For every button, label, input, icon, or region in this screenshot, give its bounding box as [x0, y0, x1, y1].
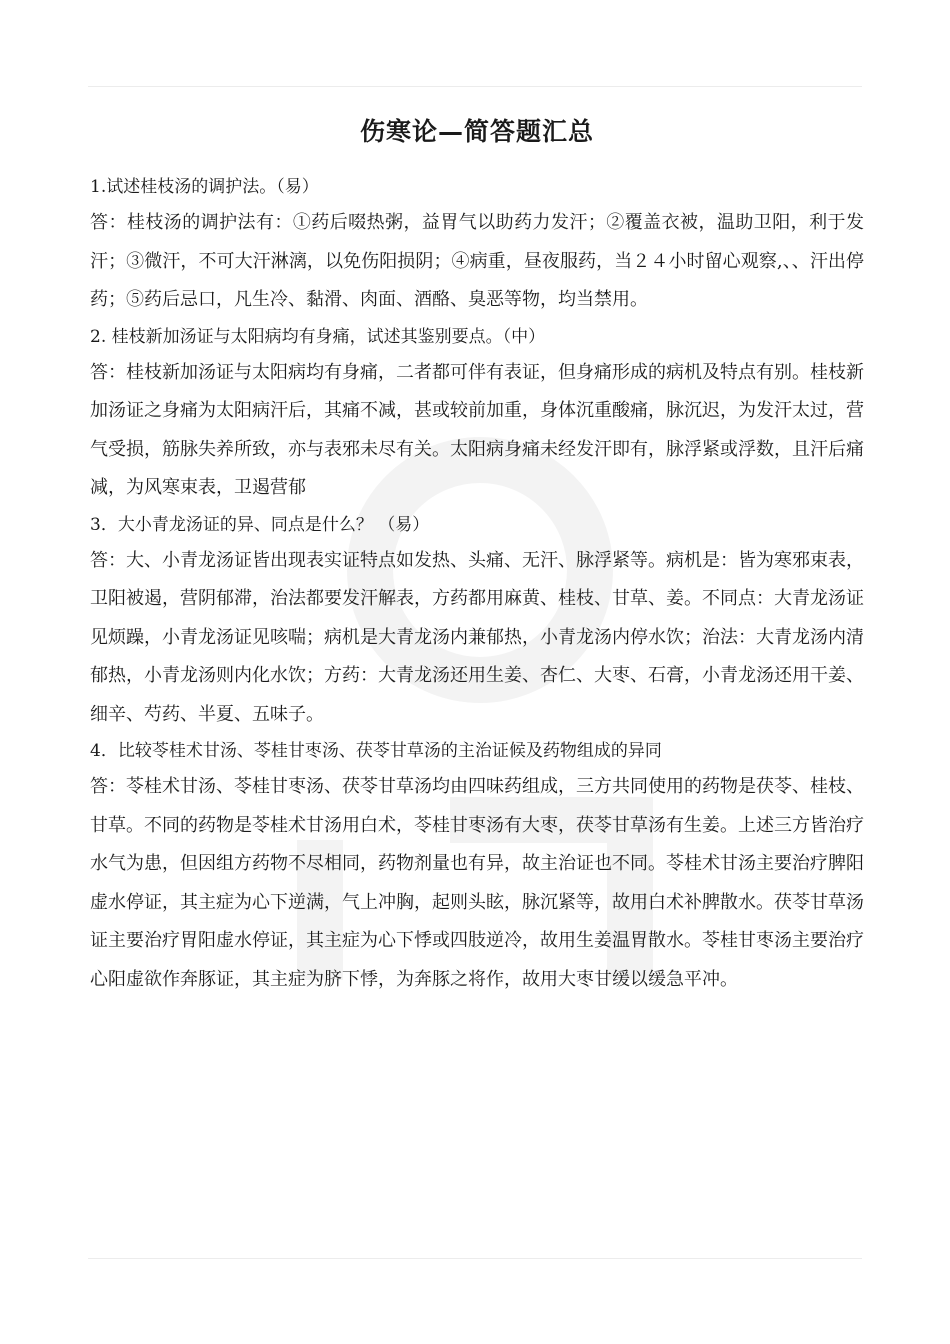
question-4: 4．比较苓桂术甘汤、苓桂甘枣汤、茯苓甘草汤的主治证候及药物组成的异同: [90, 741, 662, 761]
document-body: [90, 112, 864, 999]
question-3: 3．大小青龙汤证的异、同点是什么？ （易）: [90, 514, 430, 535]
page-title: 伤寒论—简答题汇总: [359, 117, 594, 146]
bottom-divider: [88, 1258, 862, 1259]
answer-2: 答：桂枝新加汤证与太阳病均有身痛，二者都可伴有表证，但身痛形成的病机及特点有别。桂枝新加汤证之身痛为太阳病汗后，其痛不减，甚或较前加重，身体沉重酸痛，脉沉迟，为发汗太过，营气受损，筋脉失养所致，亦与表邪未尽有关。太阳病身痛未经发汗即有，脉浮紧或浮数，且汗后痛减，为风寒束表，卫遏营郁: [90, 361, 864, 498]
question-2: 2. 桂枝新加汤证与太阳病均有身痛，试述其鉴别要点。（中）: [90, 326, 546, 347]
answer-4: 答：苓桂术甘汤、苓桂甘枣汤、茯苓甘草汤均由四味药组成，三方共同使用的药物是茯苓、桂枝、甘草。不同的药物是苓桂术甘汤用白术，苓桂甘枣汤有大枣，茯苓甘草汤有生姜。上述三方皆治疗水气为患，但因组方药物不尽相同，药物剂量也有异，故主治证也不同。苓桂术甘汤主要治疗脾阳虚水停证，其主症为心下逆满，气上冲胸，起则头眩，脉沉紧等，故用白术补脾散水。茯苓甘草汤证主要治疗胃阳虚水停证，其主症为心下悸或四肢逆冷，故用生姜温胃散水。苓桂甘枣汤主要治疗心阳虚欲作奔豚证，其主症为脐下悸，为奔豚之将作，故用大枣甘缓以缓急平冲。: [90, 776, 864, 990]
top-divider: [88, 86, 862, 87]
question-1: 1.试述桂枝汤的调护法。（易）: [90, 177, 319, 197]
answer-1: 答：桂枝汤的调护法有：①药后啜热粥，益胃气以助药力发汗；②覆盖衣被，温助卫阳，利于发汗；③微汗，不可大汗淋漓，以免伤阳损阴；④病重，昼夜服药，当２４小时留心观察,、、汗出停药；⑤药后忌口，凡生冷、黏滑、肉面、酒酪、臭恶等物，均当禁用。: [90, 212, 864, 310]
answer-3: 答：大、小青龙汤证皆出现表实证特点如发热、头痛、无汗、脉浮紧等。病机是：皆为寒邪束表，卫阳被遏，营阴郁滞，治法都要发汗解表，方药都用麻黄、桂枝、甘草、姜。不同点：大青龙汤证见烦躁，小青龙汤证见咳喘；病机是大青龙汤内兼郁热，小青龙汤内停水饮；治法：大青龙汤内清郁热，小青龙汤则内化水饮；方药：大青龙汤还用生姜、杏仁、大枣、石膏，小青龙汤还用干姜、细辛、芍药、半夏、五味子。: [90, 549, 864, 725]
